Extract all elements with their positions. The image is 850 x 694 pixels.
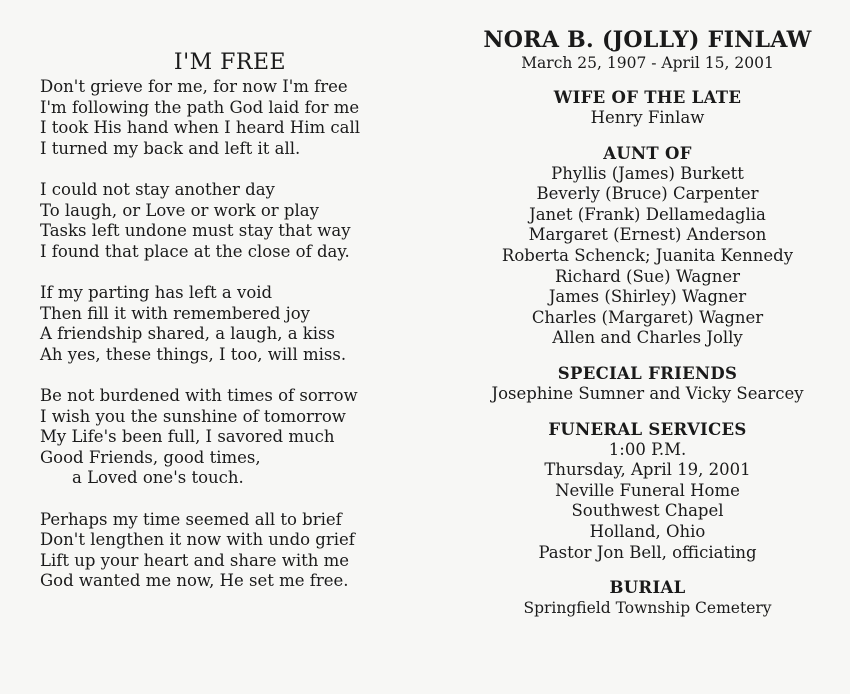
poem-line: My Life's been full, I savored much — [40, 427, 335, 446]
poem-line: Perhaps my time seemed all to brief — [40, 509, 342, 529]
poem-line: I'm following the path God laid for me — [40, 97, 360, 117]
section-item: Pastor Jon Bell, officiating — [538, 542, 757, 562]
poem-line: Don't grieve for me, for now I'm free — [40, 77, 348, 96]
aunt-section — [455, 143, 840, 349]
poem-panel — [40, 50, 400, 613]
section-item: Roberta Schenck; Juanita Kennedy — [501, 245, 794, 265]
section-item: Allen and Charles Jolly — [552, 328, 743, 348]
section-item: Phyllis (James) Burkett — [551, 163, 744, 183]
services-section — [455, 419, 840, 564]
poem-title: I'M FREE — [173, 50, 287, 75]
section-heading: FUNERAL SERVICES — [548, 419, 747, 439]
poem-stanza — [40, 510, 400, 592]
section-item: Janet (Frank) Dellamedaglia — [529, 204, 766, 224]
section-item: Margaret (Ernest) Anderson — [528, 225, 767, 245]
poem-line: I found that place at the close of day. — [40, 241, 350, 261]
poem-line: Tasks left undone must stay that way — [40, 221, 351, 240]
section-heading: WIFE OF THE LATE — [553, 88, 742, 107]
poem-line: I wish you the sunshine of tomorrow — [40, 406, 346, 426]
section-item: Josephine Sumner and Vicky Searcey — [491, 383, 804, 403]
poem-line: Don't lengthen it now with undo grief — [40, 530, 355, 549]
poem-stanza — [40, 77, 400, 159]
poem-stanza — [40, 283, 400, 365]
poem-line: Ah yes, these things, I too, will miss. — [40, 344, 347, 364]
section-item: Beverly (Bruce) Carpenter — [536, 184, 759, 204]
section-item: 1:00 P.M. — [608, 439, 687, 459]
friends-section — [455, 363, 840, 405]
poem-line: Good Friends, good times, — [40, 447, 261, 467]
poem-line: I could not stay another day — [40, 180, 275, 199]
burial-section — [455, 577, 840, 619]
poem-line: a Loved one's touch. — [72, 468, 244, 487]
poem-line: To laugh, or Love or work or play — [40, 200, 319, 220]
section-item: Springfield Township Cemetery — [523, 599, 772, 618]
life-dates: March 25, 1907 - April 15, 2001 — [521, 54, 774, 72]
poem-line: I took His hand when I heard Him call — [40, 118, 361, 137]
poem-stanza — [40, 386, 400, 489]
wife-section — [455, 87, 840, 129]
section-item: Holland, Ohio — [589, 521, 706, 541]
section-item: Thursday, April 19, 2001 — [544, 460, 751, 480]
section-item: Henry Finlaw — [590, 108, 705, 127]
poem-line: God wanted me now, He set me free. — [40, 571, 349, 590]
section-item: Neville Funeral Home — [555, 480, 740, 500]
poem-line: A friendship shared, a laugh, a kiss — [40, 324, 335, 343]
obituary-panel — [455, 27, 840, 619]
poem-line: Be not burdened with times of sorrow — [40, 386, 358, 405]
poem-line: If my parting has left a void — [40, 283, 273, 302]
section-item: Southwest Chapel — [571, 501, 724, 521]
poem-line: Then fill it with remembered joy — [40, 303, 310, 323]
section-item: Charles (Margaret) Wagner — [531, 307, 764, 327]
poem-line: Lift up your heart and share with me — [40, 550, 350, 570]
poem-stanza — [40, 180, 400, 262]
section-heading: BURIAL — [609, 578, 686, 598]
poem-line: I turned my back and left it all. — [40, 138, 301, 158]
section-item: James (Shirley) Wagner — [548, 287, 747, 307]
section-heading: SPECIAL FRIENDS — [557, 363, 738, 383]
deceased-name: NORA B. (JOLLY) FINLAW — [483, 27, 812, 53]
section-heading: AUNT OF — [603, 143, 692, 163]
section-item: Richard (Sue) Wagner — [554, 266, 741, 286]
